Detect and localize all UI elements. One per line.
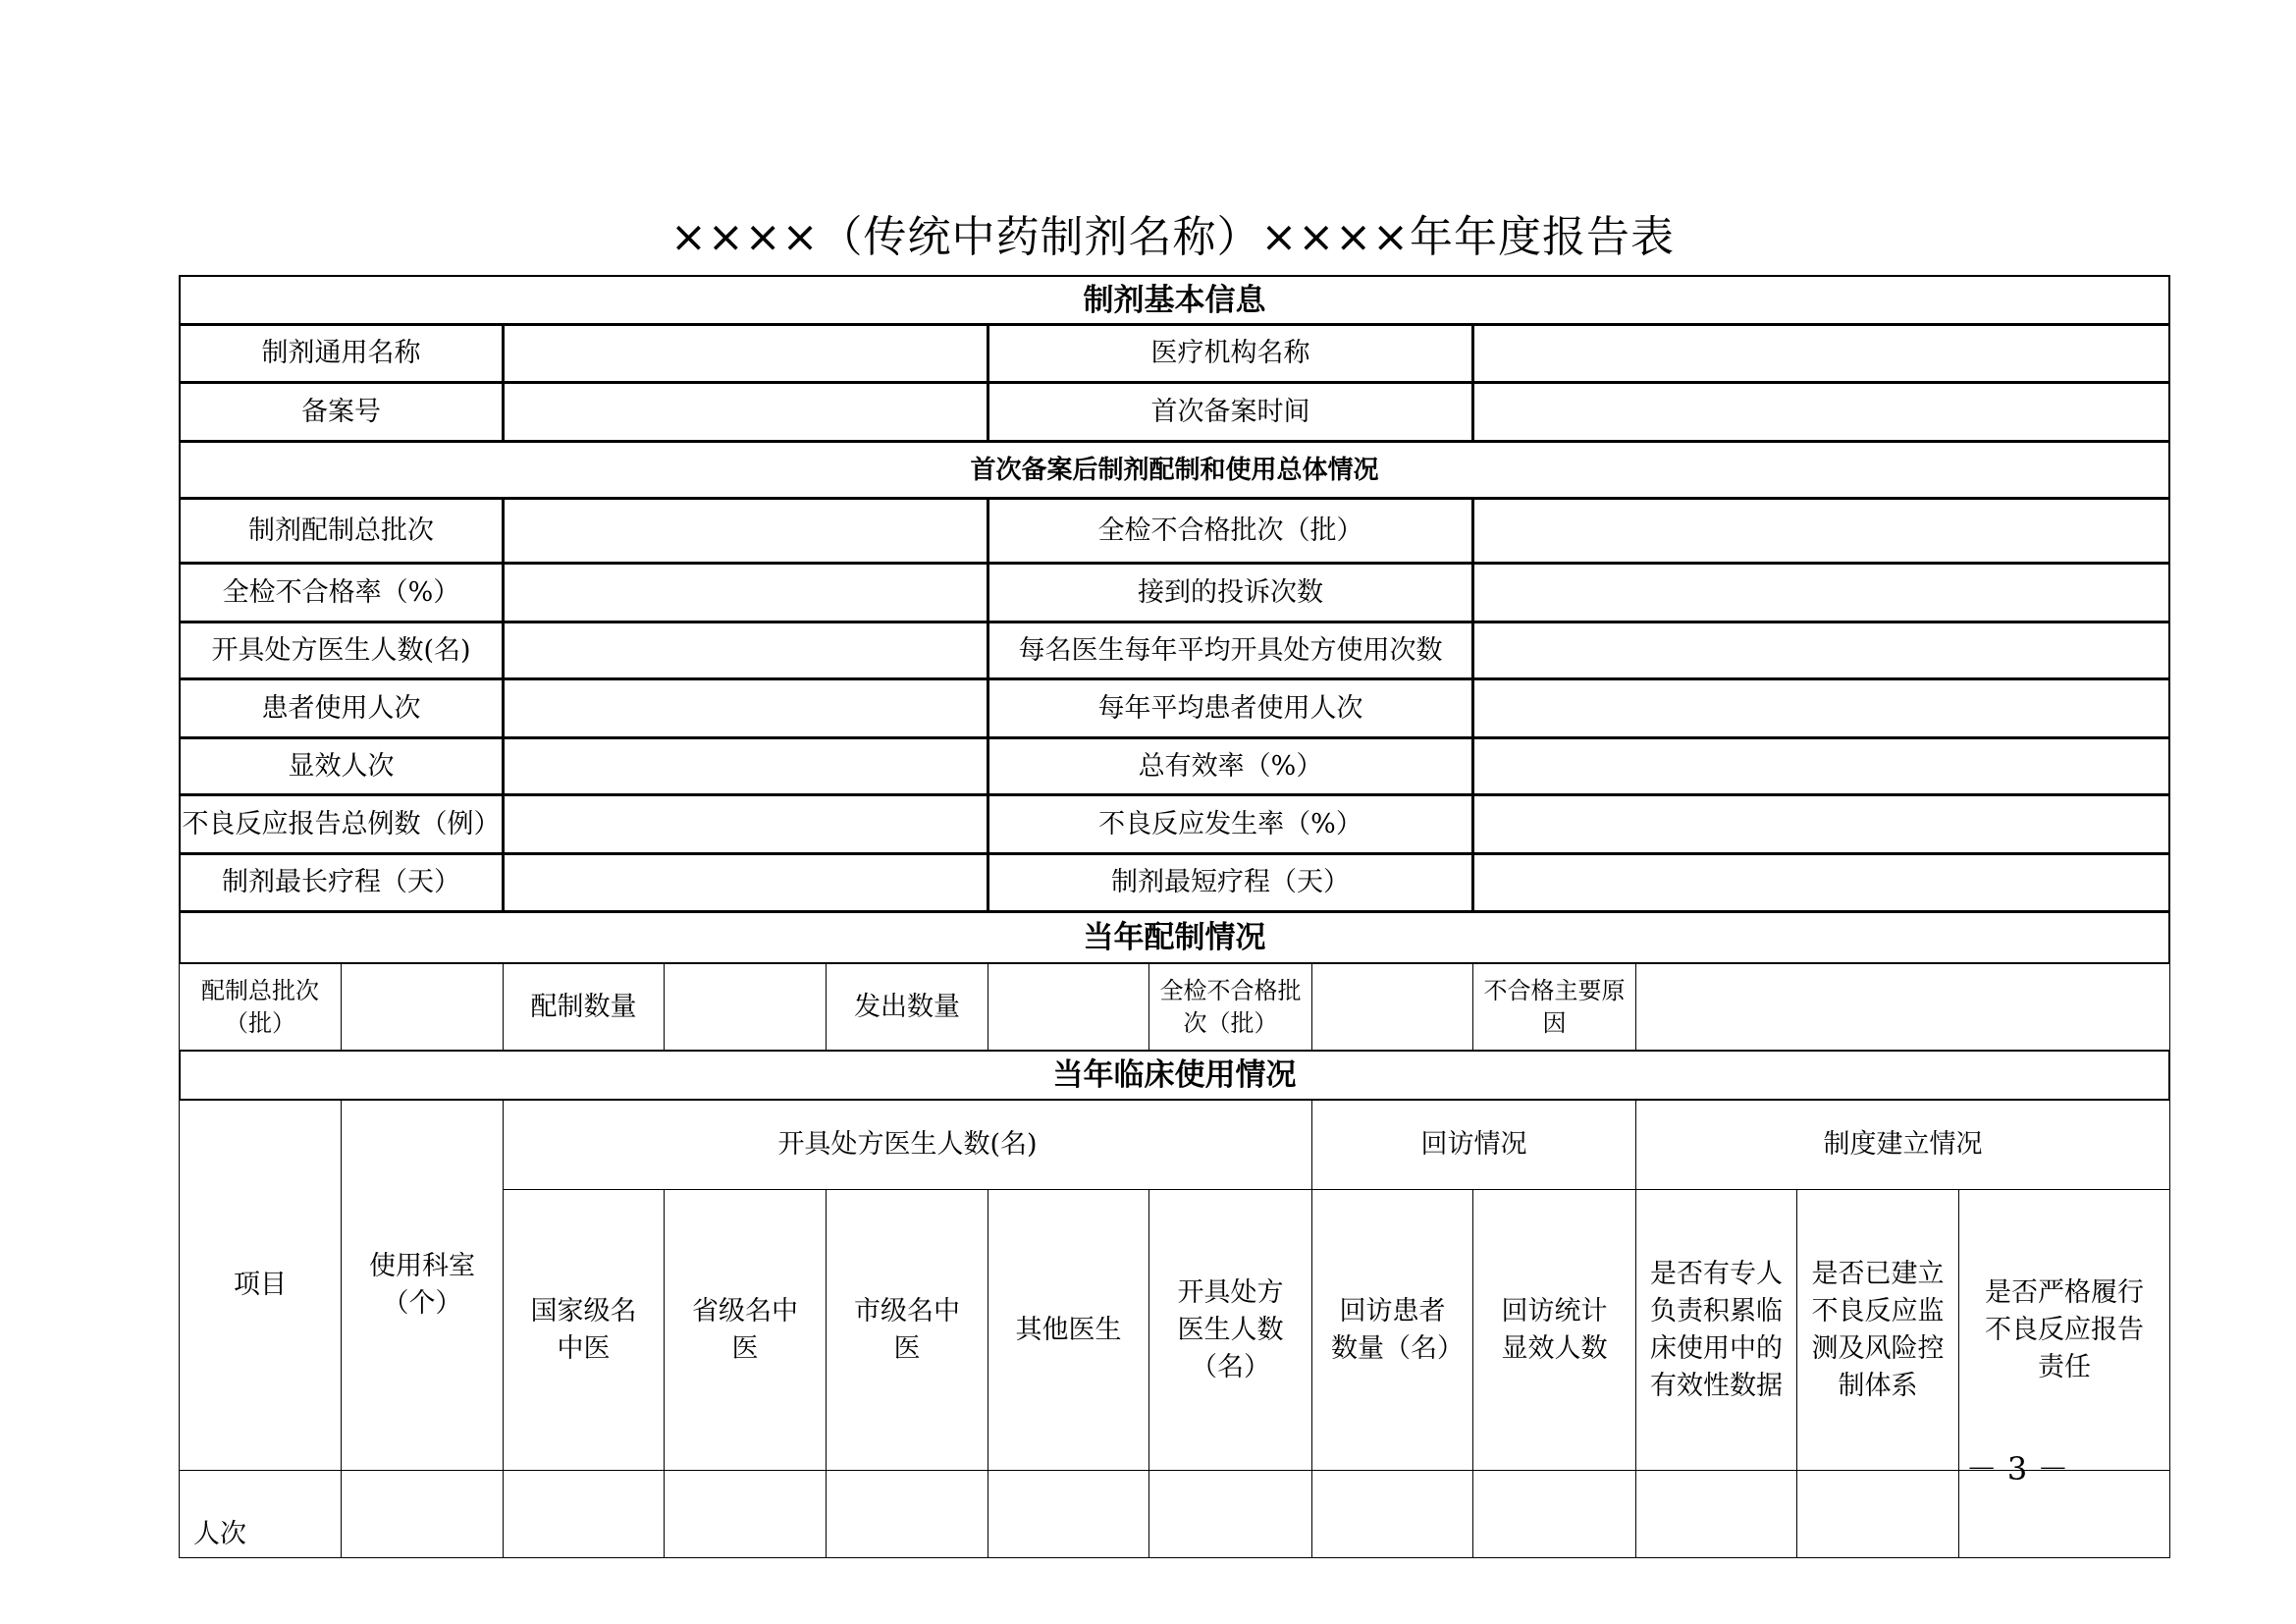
header-city-doctors: 市级名中医 (854, 1295, 960, 1364)
header-doctor-col (988, 1189, 1149, 1471)
data-cell[interactable] (1148, 1470, 1312, 1558)
label-adverse-rate: 不良反应发生率（%） (1098, 808, 1362, 839)
value-adverse-rate[interactable] (1472, 794, 2170, 854)
label-institution-name: 医疗机构名称 (1150, 338, 1310, 368)
label-min-course: 制剂最短疗程（天） (1111, 867, 1350, 897)
label-filing-number: 备案号 (301, 396, 381, 427)
value-failed-batches[interactable] (1472, 498, 2170, 564)
value-adverse-reports[interactable] (503, 794, 988, 854)
value-first-filing-time[interactable] (1472, 382, 2170, 442)
data-cell[interactable] (1635, 1470, 1797, 1558)
header-departments (341, 1100, 504, 1471)
header-doctor-col (1148, 1189, 1312, 1471)
value-institution-name[interactable] (1472, 324, 2170, 383)
label-cell (988, 853, 1473, 912)
label-fail-reason: 不合格主要原因 (1483, 976, 1626, 1037)
section-heading: 首次备案后制剂配制和使用总体情况 (970, 455, 1379, 485)
header-adverse-monitoring-system: 是否已建立不良反应监测及风险控制体系 (1811, 1258, 1945, 1401)
header-departments-label: 使用科室（个） (369, 1251, 475, 1319)
label-adverse-reports: 不良反应报告总例数（例） (182, 808, 501, 839)
header-doctors-group (503, 1100, 1312, 1190)
label-cell (988, 382, 1473, 442)
label-fail-rate: 全检不合格率（%） (222, 576, 460, 608)
label-cell (988, 737, 1473, 795)
section-annual-clinical (179, 1050, 2170, 1101)
header-doctor-col (826, 1189, 988, 1471)
label-cell (179, 853, 504, 912)
label-cell (179, 737, 504, 795)
header-system-group-label: 制度建立情况 (1823, 1129, 1983, 1160)
label-cell (179, 382, 504, 442)
value-annual-failed-batches[interactable] (1311, 963, 1473, 1051)
value-prescribing-doctors[interactable] (503, 622, 988, 679)
label-cell (179, 963, 342, 1051)
section-heading: 当年配制情况 (1083, 920, 1266, 955)
value-patient-uses[interactable] (503, 678, 988, 738)
header-adverse-reporting-duty: 是否严格履行不良反应报告责任 (1985, 1276, 2144, 1382)
header-followup-col (1311, 1189, 1473, 1471)
label-first-filing-time: 首次备案时间 (1150, 396, 1310, 427)
label-cell (503, 963, 665, 1051)
label-annual-failed-batches: 全检不合格批次（批） (1159, 976, 1302, 1037)
header-system-group (1635, 1100, 2170, 1190)
value-min-course[interactable] (1472, 853, 2170, 912)
label-cell (179, 622, 504, 679)
value-annual-total-batches[interactable] (341, 963, 504, 1051)
header-provincial-doctors: 省级名中医 (692, 1295, 798, 1364)
label-cell (988, 498, 1473, 564)
label-max-course: 制剂最长疗程（天） (222, 867, 460, 897)
label-cell (1148, 963, 1312, 1051)
data-cell[interactable] (1472, 1470, 1636, 1558)
value-max-course[interactable] (503, 853, 988, 912)
data-cell[interactable] (1796, 1470, 1959, 1558)
page-title: ××××（传统中药制剂名称）××××年年度报告表 (670, 212, 1675, 262)
header-system-col (1796, 1189, 1959, 1471)
header-national-doctors: 国家级名中医 (530, 1295, 637, 1364)
value-fail-reason[interactable] (1635, 963, 2170, 1051)
label-generic-name: 制剂通用名称 (261, 338, 421, 368)
section-annual-prep (179, 911, 2170, 964)
label-patient-uses: 患者使用人次 (261, 692, 421, 724)
value-avg-patient-uses[interactable] (1472, 678, 2170, 738)
data-cell[interactable] (988, 1470, 1149, 1558)
label-total-batches: 制剂配制总批次 (248, 514, 434, 546)
label-complaints: 接到的投诉次数 (1138, 576, 1323, 608)
label-cell (1472, 963, 1636, 1051)
header-item (179, 1100, 342, 1471)
value-generic-name[interactable] (503, 324, 988, 383)
header-followup-group-label: 回访情况 (1420, 1129, 1527, 1160)
row-label-cell (179, 1470, 342, 1558)
label-cell (988, 324, 1473, 383)
label-avg-prescriptions: 每名医生每年平均开具处方使用次数 (1018, 634, 1443, 666)
label-cell (179, 678, 504, 738)
value-fail-rate[interactable] (503, 563, 988, 623)
header-doctor-col (664, 1189, 827, 1471)
value-total-efficacy[interactable] (1472, 737, 2170, 795)
header-doctor-col (503, 1189, 665, 1471)
page-number: － 3 － (1965, 1450, 2069, 1488)
label-cell (988, 563, 1473, 623)
section-overall (179, 441, 2170, 499)
label-cell (988, 678, 1473, 738)
value-annual-shipped[interactable] (988, 963, 1149, 1051)
data-cell[interactable] (503, 1470, 665, 1558)
data-cell[interactable] (664, 1470, 827, 1558)
value-annual-quantity[interactable] (664, 963, 827, 1051)
header-other-doctors: 其他医生 (1015, 1314, 1122, 1345)
header-item-label: 项目 (234, 1270, 287, 1300)
section-basic-info (179, 275, 2170, 325)
section-heading: 制剂基本信息 (1083, 282, 1266, 318)
label-cell (988, 794, 1473, 854)
label-total-efficacy: 总有效率（%） (1138, 750, 1323, 782)
label-effective-count: 显效人次 (288, 750, 395, 782)
label-annual-total-batches: 配制总批次（批） (201, 976, 319, 1037)
label-failed-batches: 全检不合格批次（批） (1097, 514, 1363, 546)
label-cell (988, 622, 1473, 679)
value-complaints[interactable] (1472, 563, 2170, 623)
header-followup-effective: 回访统计显效人数 (1501, 1295, 1608, 1364)
section-heading: 当年临床使用情况 (1052, 1057, 1297, 1093)
label-prescribing-doctors: 开具处方医生人数(名) (211, 634, 471, 666)
label-avg-patient-uses: 每年平均患者使用人次 (1097, 692, 1363, 724)
header-followup-group (1311, 1100, 1636, 1190)
data-cell[interactable] (341, 1470, 504, 1558)
header-followup-patients: 回访患者数量（名） (1331, 1295, 1464, 1364)
label-annual-shipped: 发出数量 (854, 991, 960, 1022)
header-doctors-group-label: 开具处方医生人数(名) (777, 1129, 1038, 1160)
value-filing-number[interactable] (503, 382, 988, 442)
label-cell (179, 324, 504, 383)
label-annual-quantity: 配制数量 (530, 991, 637, 1022)
header-followup-col (1472, 1189, 1636, 1471)
data-cell[interactable] (1311, 1470, 1473, 1558)
label-cell (179, 794, 504, 854)
label-cell (826, 963, 988, 1051)
value-total-batches[interactable] (503, 498, 988, 564)
header-total-prescribing-doctors: 开具处方医生人数（名） (1177, 1276, 1284, 1382)
header-system-col (1635, 1189, 1797, 1471)
header-system-col (1958, 1189, 2170, 1471)
label-cell (179, 563, 504, 623)
data-cell[interactable] (826, 1470, 988, 1558)
header-efficacy-data-owner: 是否有专人负责积累临床使用中的有效性数据 (1650, 1258, 1783, 1401)
value-effective-count[interactable] (503, 737, 988, 795)
row-label-person-times: 人次 (193, 1519, 246, 1549)
label-cell (179, 498, 504, 564)
value-avg-prescriptions[interactable] (1472, 622, 2170, 679)
